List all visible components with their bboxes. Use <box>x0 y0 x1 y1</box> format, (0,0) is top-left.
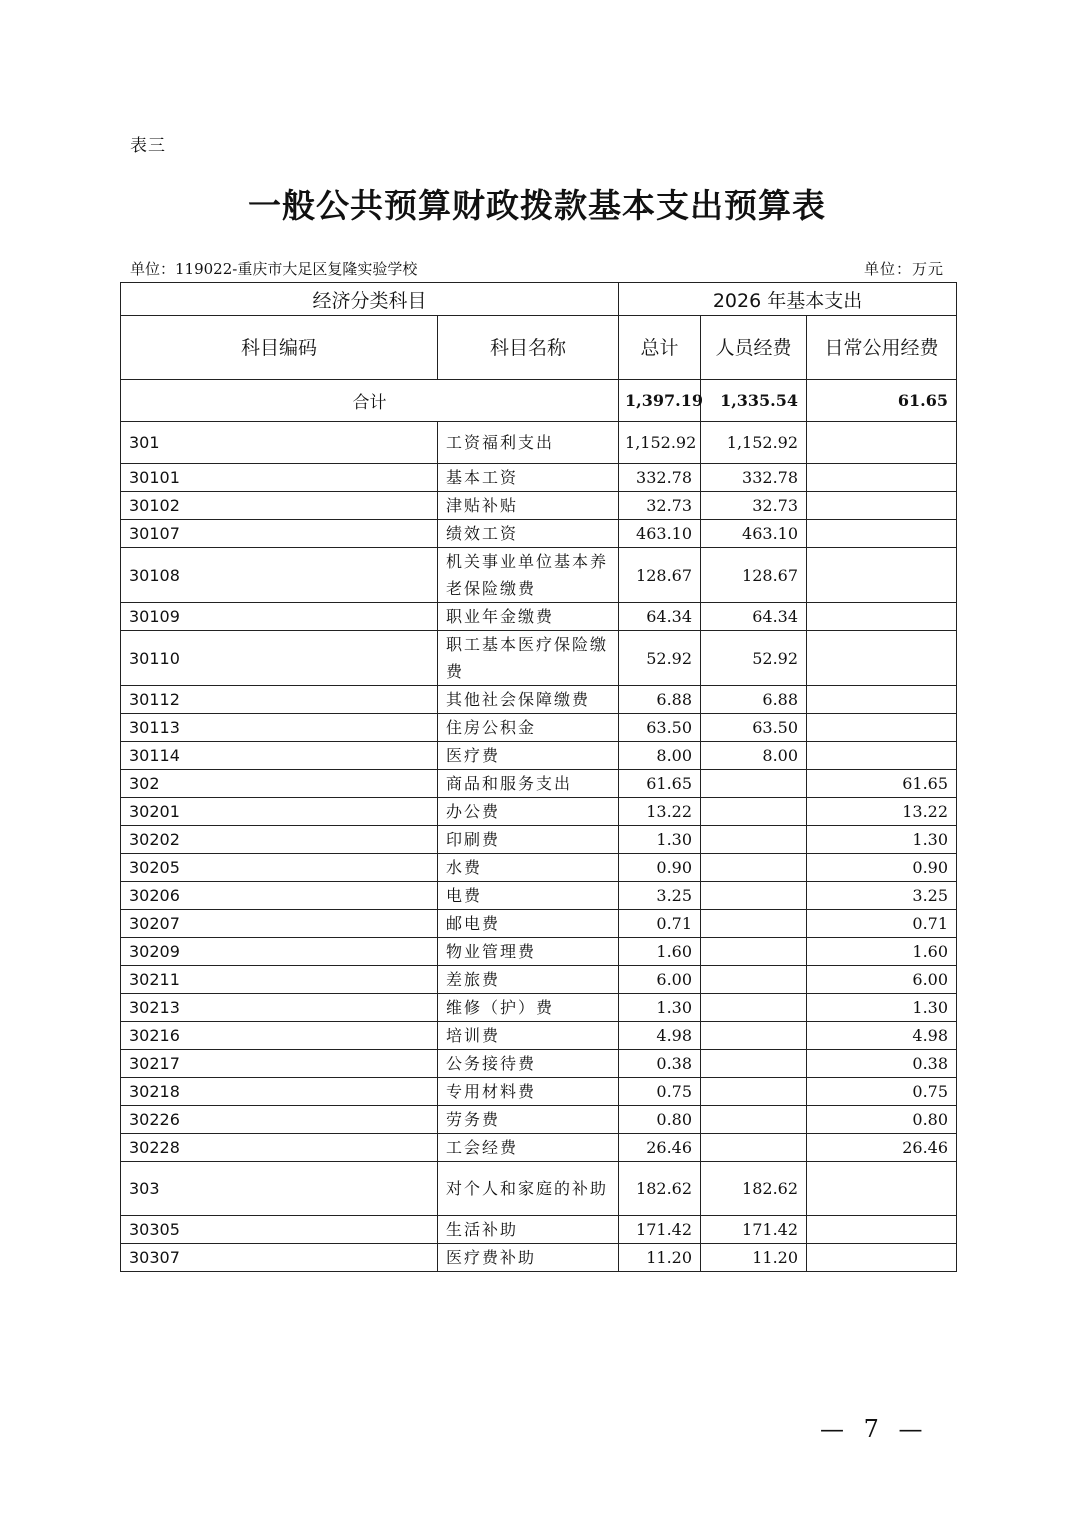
row-code: 30107 <box>121 520 438 548</box>
header-group-row <box>121 283 957 316</box>
row-name: 对个人和家庭的补助 <box>438 1162 619 1216</box>
row-name: 差旅费 <box>438 966 619 994</box>
row-public <box>807 464 957 492</box>
row-personnel: 463.10 <box>701 520 807 548</box>
row-personnel: 1,152.92 <box>701 422 807 464</box>
row-public: 4.98 <box>807 1022 957 1050</box>
row-name: 商品和服务支出 <box>438 770 619 798</box>
row-total: 1,152.92 <box>619 422 701 464</box>
table-row <box>121 1106 957 1134</box>
row-total: 13.22 <box>619 798 701 826</box>
table-row <box>121 910 957 938</box>
header-total: 总计 <box>619 316 701 380</box>
row-name: 办公费 <box>438 798 619 826</box>
row-code: 30217 <box>121 1050 438 1078</box>
row-code: 30205 <box>121 854 438 882</box>
row-name: 绩效工资 <box>438 520 619 548</box>
header-column-row <box>121 316 957 380</box>
row-total: 0.38 <box>619 1050 701 1078</box>
row-total: 52.92 <box>619 631 701 686</box>
row-personnel <box>701 798 807 826</box>
row-public: 0.90 <box>807 854 957 882</box>
row-personnel <box>701 966 807 994</box>
row-public: 26.46 <box>807 1134 957 1162</box>
row-public <box>807 742 957 770</box>
page-title: 一般公共预算财政拨款基本支出预算表 <box>248 186 826 225</box>
row-total: 8.00 <box>619 742 701 770</box>
row-personnel: 8.00 <box>701 742 807 770</box>
row-name: 机关事业单位基本养老保险缴费 <box>438 548 619 603</box>
total-personnel: 1,335.54 <box>701 380 807 422</box>
row-code: 30113 <box>121 714 438 742</box>
row-total: 0.90 <box>619 854 701 882</box>
row-code: 30109 <box>121 603 438 631</box>
table-row <box>121 1050 957 1078</box>
table-row <box>121 603 957 631</box>
row-personnel: 332.78 <box>701 464 807 492</box>
row-name: 劳务费 <box>438 1106 619 1134</box>
row-code: 30110 <box>121 631 438 686</box>
header-economic-category: 经济分类科目 <box>121 283 619 316</box>
row-total: 1.60 <box>619 938 701 966</box>
row-code: 30209 <box>121 938 438 966</box>
row-personnel: 11.20 <box>701 1244 807 1272</box>
row-total: 63.50 <box>619 714 701 742</box>
table-row <box>121 938 957 966</box>
table-row <box>121 826 957 854</box>
row-public: 1.30 <box>807 994 957 1022</box>
table-label: 表三 <box>130 136 166 156</box>
total-row <box>121 380 957 422</box>
row-name: 职业年金缴费 <box>438 603 619 631</box>
total-sum: 1,397.19 <box>619 380 701 422</box>
row-total: 3.25 <box>619 882 701 910</box>
table-row <box>121 1134 957 1162</box>
row-total: 11.20 <box>619 1244 701 1272</box>
row-public <box>807 548 957 603</box>
row-public: 13.22 <box>807 798 957 826</box>
table-row <box>121 1022 957 1050</box>
row-personnel: 52.92 <box>701 631 807 686</box>
row-name: 专用材料费 <box>438 1078 619 1106</box>
unit-currency: 单位：万元 <box>863 260 944 278</box>
row-code: 30305 <box>121 1216 438 1244</box>
table-row <box>121 742 957 770</box>
row-personnel: 32.73 <box>701 492 807 520</box>
row-public: 1.60 <box>807 938 957 966</box>
row-name: 电费 <box>438 882 619 910</box>
page-number: — 7 — <box>820 1415 929 1443</box>
row-name: 医疗费 <box>438 742 619 770</box>
row-personnel: 64.34 <box>701 603 807 631</box>
row-code: 30211 <box>121 966 438 994</box>
row-public <box>807 492 957 520</box>
row-personnel <box>701 882 807 910</box>
row-personnel <box>701 1106 807 1134</box>
row-public: 1.30 <box>807 826 957 854</box>
total-public: 61.65 <box>807 380 957 422</box>
row-personnel <box>701 1050 807 1078</box>
row-personnel <box>701 854 807 882</box>
table-row <box>121 966 957 994</box>
table-row <box>121 422 957 464</box>
row-total: 4.98 <box>619 1022 701 1050</box>
row-total: 26.46 <box>619 1134 701 1162</box>
row-name: 职工基本医疗保险缴费 <box>438 631 619 686</box>
row-public <box>807 422 957 464</box>
row-total: 332.78 <box>619 464 701 492</box>
row-total: 6.00 <box>619 966 701 994</box>
row-name: 水费 <box>438 854 619 882</box>
table-row <box>121 1078 957 1106</box>
row-name: 医疗费补助 <box>438 1244 619 1272</box>
budget-table <box>120 282 957 1272</box>
row-public: 0.75 <box>807 1078 957 1106</box>
row-name: 物业管理费 <box>438 938 619 966</box>
row-code: 30201 <box>121 798 438 826</box>
row-name: 邮电费 <box>438 910 619 938</box>
row-code: 303 <box>121 1162 438 1216</box>
table-row <box>121 631 957 686</box>
row-name: 维修（护）费 <box>438 994 619 1022</box>
row-personnel: 171.42 <box>701 1216 807 1244</box>
row-name: 印刷费 <box>438 826 619 854</box>
row-personnel <box>701 770 807 798</box>
row-name: 工资福利支出 <box>438 422 619 464</box>
row-public: 0.71 <box>807 910 957 938</box>
table-row <box>121 520 957 548</box>
row-personnel: 63.50 <box>701 714 807 742</box>
table-row <box>121 882 957 910</box>
row-personnel <box>701 910 807 938</box>
row-public <box>807 603 957 631</box>
row-personnel: 182.62 <box>701 1162 807 1216</box>
row-total: 32.73 <box>619 492 701 520</box>
row-public <box>807 520 957 548</box>
row-code: 30228 <box>121 1134 438 1162</box>
row-personnel <box>701 938 807 966</box>
row-public <box>807 686 957 714</box>
table-row <box>121 770 957 798</box>
row-name: 住房公积金 <box>438 714 619 742</box>
row-total: 182.62 <box>619 1162 701 1216</box>
row-public: 0.80 <box>807 1106 957 1134</box>
row-personnel <box>701 1078 807 1106</box>
row-name: 其他社会保障缴费 <box>438 686 619 714</box>
row-name: 工会经费 <box>438 1134 619 1162</box>
row-code: 30202 <box>121 826 438 854</box>
header-code: 科目编码 <box>121 316 438 380</box>
row-total: 128.67 <box>619 548 701 603</box>
table-row <box>121 1162 957 1216</box>
row-code: 30206 <box>121 882 438 910</box>
row-code: 302 <box>121 770 438 798</box>
row-name: 津贴补贴 <box>438 492 619 520</box>
row-public: 61.65 <box>807 770 957 798</box>
row-public <box>807 631 957 686</box>
row-total: 1.30 <box>619 994 701 1022</box>
header-basic-expenditure: 2026 年基本支出 <box>619 283 957 316</box>
row-code: 30213 <box>121 994 438 1022</box>
row-code: 301 <box>121 422 438 464</box>
table-row <box>121 714 957 742</box>
row-personnel <box>701 1022 807 1050</box>
row-code: 30216 <box>121 1022 438 1050</box>
row-total: 0.71 <box>619 910 701 938</box>
row-code: 30307 <box>121 1244 438 1272</box>
table-row <box>121 492 957 520</box>
row-personnel: 6.88 <box>701 686 807 714</box>
table-row <box>121 854 957 882</box>
row-personnel: 128.67 <box>701 548 807 603</box>
table-row <box>121 1244 957 1272</box>
table-row <box>121 686 957 714</box>
row-public <box>807 1244 957 1272</box>
row-code: 30102 <box>121 492 438 520</box>
row-total: 1.30 <box>619 826 701 854</box>
header-personnel: 人员经费 <box>701 316 807 380</box>
row-code: 30112 <box>121 686 438 714</box>
row-code: 30108 <box>121 548 438 603</box>
row-total: 61.65 <box>619 770 701 798</box>
row-total: 64.34 <box>619 603 701 631</box>
table-row <box>121 798 957 826</box>
row-personnel <box>701 994 807 1022</box>
header-name: 科目名称 <box>438 316 619 380</box>
row-total: 463.10 <box>619 520 701 548</box>
total-label: 合计 <box>121 380 619 422</box>
row-name: 基本工资 <box>438 464 619 492</box>
row-total: 6.88 <box>619 686 701 714</box>
row-public: 0.38 <box>807 1050 957 1078</box>
table-row <box>121 1216 957 1244</box>
row-name: 生活补助 <box>438 1216 619 1244</box>
row-name: 公务接待费 <box>438 1050 619 1078</box>
row-total: 171.42 <box>619 1216 701 1244</box>
table-row <box>121 464 957 492</box>
row-total: 0.80 <box>619 1106 701 1134</box>
row-public <box>807 1216 957 1244</box>
row-personnel <box>701 826 807 854</box>
row-code: 30226 <box>121 1106 438 1134</box>
row-name: 培训费 <box>438 1022 619 1050</box>
header-public: 日常公用经费 <box>807 316 957 380</box>
row-code: 30114 <box>121 742 438 770</box>
row-code: 30207 <box>121 910 438 938</box>
row-public: 6.00 <box>807 966 957 994</box>
row-code: 30101 <box>121 464 438 492</box>
table-row <box>121 994 957 1022</box>
row-public <box>807 714 957 742</box>
table-row <box>121 548 957 603</box>
row-total: 0.75 <box>619 1078 701 1106</box>
row-code: 30218 <box>121 1078 438 1106</box>
unit-organization: 单位：119022-重庆市大足区复隆实验学校 <box>130 260 418 278</box>
row-personnel <box>701 1134 807 1162</box>
row-public <box>807 1162 957 1216</box>
row-public: 3.25 <box>807 882 957 910</box>
